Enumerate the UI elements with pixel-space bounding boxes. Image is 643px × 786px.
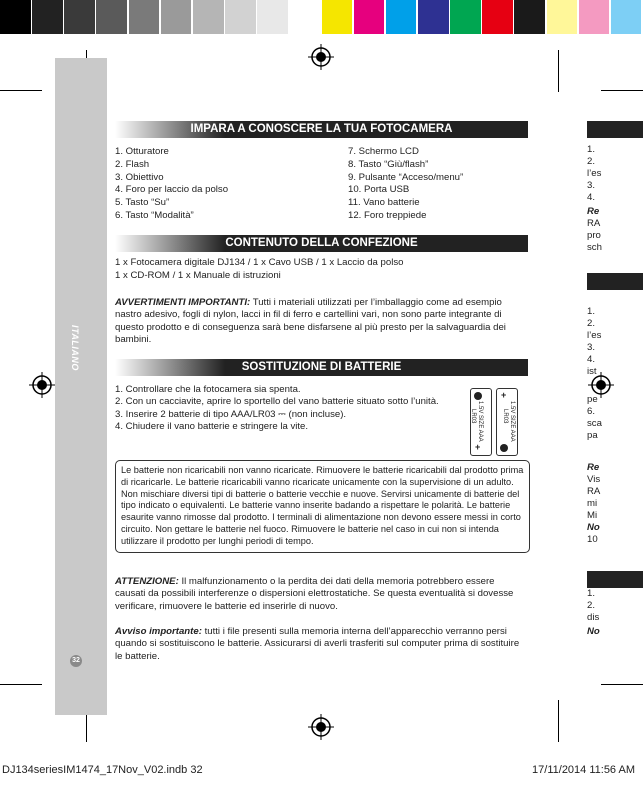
- contents-line: 1 x CD-ROM / 1 x Manuale di istruzioni: [115, 270, 281, 281]
- section-title: CONTENUTO DELLA CONFEZIONE: [225, 237, 418, 249]
- color-swatch: [322, 0, 353, 34]
- attention-paragraph: [115, 576, 527, 613]
- step: 2. Con un cacciavite, aprire lo sportello del vano batterie situato sotto l’unità.: [115, 396, 439, 408]
- attention-text: Il malfunzionamento o la perdita dei dati della memoria potrebbero essere causati da possibili interferenze o dispersioni elettrostatiche. Se questa eventualità si dovesse verificare, rimuovere le batterie ed inserirle di nuovo.: [115, 576, 514, 612]
- text-fragment: pro: [587, 230, 601, 241]
- text-fragment: mi: [587, 498, 598, 509]
- parts-list-right: [348, 146, 463, 223]
- color-swatch: [482, 0, 513, 34]
- battery-steps: [115, 384, 460, 434]
- list-item: 6. Tasto “Modalità”: [115, 209, 194, 221]
- contents-line: 1 x Fotocamera digitale DJ134 / 1 x Cavo USB / 1 x Laccio da polso: [115, 257, 404, 268]
- color-swatch: [129, 0, 160, 34]
- notice-paragraph: [115, 626, 527, 663]
- step: 4. Chiudere il vano batterie e stringere la vite.: [115, 421, 309, 433]
- text-fragment: ist: [587, 366, 597, 377]
- text-fragment: l’es: [587, 168, 602, 179]
- battery-label: 1.5V SIZE AAA: [509, 401, 515, 442]
- color-swatch: [386, 0, 417, 34]
- list-item: 8. Tasto “Giù/flash”: [348, 158, 429, 170]
- text-fragment: 3.: [587, 180, 596, 191]
- section-title: IMPARA A CONOSCERE LA TUA FOTOCAMERA: [190, 123, 453, 135]
- battery-label: LR03: [470, 409, 476, 424]
- section-bar-batteries: [115, 359, 528, 376]
- text-fragment: sca: [587, 418, 602, 429]
- color-swatch: [193, 0, 224, 34]
- color-swatch: [32, 0, 63, 34]
- step: 3. Inserire 2 batterie di tipo AAA/LR03 ⎓ (non incluse).: [115, 408, 347, 420]
- color-swatch: [450, 0, 481, 34]
- text-fragment: 4.: [587, 354, 596, 365]
- page-number: 32: [70, 655, 82, 667]
- text-fragment: No: [587, 626, 600, 637]
- text-fragment: 1.: [587, 144, 596, 155]
- color-swatch: [418, 0, 449, 34]
- list-item: 12. Foro treppiede: [348, 209, 427, 221]
- list-item: 7. Schermo LCD: [348, 146, 419, 157]
- notice-text: tutti i file presenti sulla memoria interna dell’apparecchio verranno persi quando si sostituiscono le batterie. Assicurarsi di averli trasferiti sul computer prima di sostituire le batterie.: [115, 626, 520, 662]
- text-fragment: Mi: [587, 510, 598, 521]
- crop-mark: [558, 50, 559, 92]
- print-slug: [0, 764, 643, 780]
- attention-label: ATTENZIONE:: [115, 576, 179, 587]
- text-fragment: pa: [587, 430, 598, 441]
- warning-text: Tutti i materiali utilizzati per l’imballaggio come ad esempio nastro adesivo, fogli di nylon, lacci in fil di ferro e cartellini vari, non sono parte integrante di questo prodotto e di conseguenza sarà bene disfarsene al più presto per la salvaguardia dei bambini.: [115, 297, 506, 346]
- crop-mark: [0, 90, 42, 91]
- text-fragment: 10: [587, 534, 598, 545]
- text-fragment: 2.: [587, 318, 596, 329]
- file-name: DJ134seriesIM1474_17Nov_V02.indb 32: [2, 764, 203, 776]
- language-label: ITALIANO: [70, 325, 80, 371]
- step: 1. Controllare che la fotocamera sia spenta.: [115, 384, 301, 395]
- text-fragment: RA: [587, 486, 601, 497]
- color-swatch: [289, 0, 320, 34]
- color-swatch: [0, 0, 31, 34]
- list-item: 2. Flash: [115, 158, 150, 170]
- warning-label: AVVERTIMENTI IMPORTANTI:: [115, 297, 251, 308]
- color-swatch: [161, 0, 192, 34]
- text-fragment: RA: [587, 218, 601, 229]
- battery-safety-box: Le batterie non ricaricabili non vanno ricaricate. Rimuovere le batterie ricaricabili dal prodotto prima di ricaricarle. Le batterie ricaricabili vanno ricaricate unicamente con la supervisione di un adulto. Non mischiare diversi tipi di batterie o batterie vecchie e nuove. Servirsi unicamente di batterie del tipo indicato o equivalenti. Le batterie vanno inserite badando a rispettare le polarità. Le batterie esaurite vanno rimosse dal prodotto. I terminali di alimentazione non devono essere messi in corto circuito. Non gettare le batterie nel fuoco. Rimuovere le batterie nel caso in cui non si intenda utilizzare il prodotto per lunghi periodi di tempo.: [115, 460, 530, 553]
- text-fragment: 2.: [587, 156, 596, 167]
- text-fragment: sch: [587, 242, 602, 253]
- list-item: 9. Pulsante “Acceso/menu”: [348, 171, 464, 183]
- crop-mark: [558, 700, 559, 742]
- notice-label: Avviso importante:: [115, 626, 202, 637]
- print-date: 17/11/2014 11:56 AM: [532, 764, 635, 776]
- battery-illustration: + 1.5V SIZE AAA LR03: [496, 388, 518, 456]
- list-item: 5. Tasto “Su”: [115, 197, 170, 209]
- registration-mark-icon: [308, 44, 334, 70]
- color-swatch: [96, 0, 127, 34]
- text-fragment: dis: [587, 612, 600, 623]
- text-fragment: 4.: [587, 192, 596, 203]
- color-swatch: [547, 0, 578, 34]
- color-swatch: [579, 0, 610, 34]
- list-item: 10. Porta USB: [348, 184, 410, 196]
- list-item: 1. Otturatore: [115, 146, 169, 157]
- color-swatch: [514, 0, 545, 34]
- text-fragment: Re: [587, 206, 600, 217]
- text-fragment: Re: [587, 462, 600, 473]
- color-swatch: [225, 0, 256, 34]
- color-swatch: [611, 0, 642, 34]
- language-side-tab: [55, 58, 107, 715]
- text-fragment: pe: [587, 394, 598, 405]
- registration-mark-icon: [29, 372, 55, 398]
- crop-mark: [0, 684, 42, 685]
- text-fragment: 1.: [587, 588, 596, 599]
- text-fragment: 2.: [587, 600, 596, 611]
- list-item: 11. Vano batterie: [348, 197, 420, 209]
- color-swatch: [64, 0, 95, 34]
- list-item: 4. Foro per laccio da polso: [115, 184, 229, 196]
- text-fragment: 6.: [587, 406, 596, 417]
- section-bar-know-camera: [115, 121, 528, 138]
- text-fragment: No: [587, 522, 600, 533]
- text-fragment: 3.: [587, 342, 596, 353]
- color-swatch: [257, 0, 288, 34]
- important-warning-paragraph: [115, 297, 527, 347]
- next-page-column-fragment: [587, 118, 643, 678]
- section-title: SOSTITUZIONE DI BATTERIE: [241, 361, 402, 373]
- registration-mark-icon: [308, 714, 334, 740]
- crop-mark: [601, 90, 643, 91]
- text-fragment: l’es: [587, 330, 602, 341]
- crop-mark: [601, 684, 643, 685]
- battery-illustration: 1.5V SIZE AAA LR03 +: [470, 388, 492, 456]
- battery-label: LR03: [502, 409, 508, 424]
- color-swatch: [354, 0, 385, 34]
- text-fragment: 1.: [587, 306, 596, 317]
- section-bar-contents: [115, 235, 528, 252]
- parts-list-left: [115, 146, 228, 223]
- list-item: 3. Obiettivo: [115, 171, 164, 183]
- text-fragment: Vis: [587, 474, 601, 485]
- battery-label: 1.5V SIZE AAA: [477, 401, 483, 442]
